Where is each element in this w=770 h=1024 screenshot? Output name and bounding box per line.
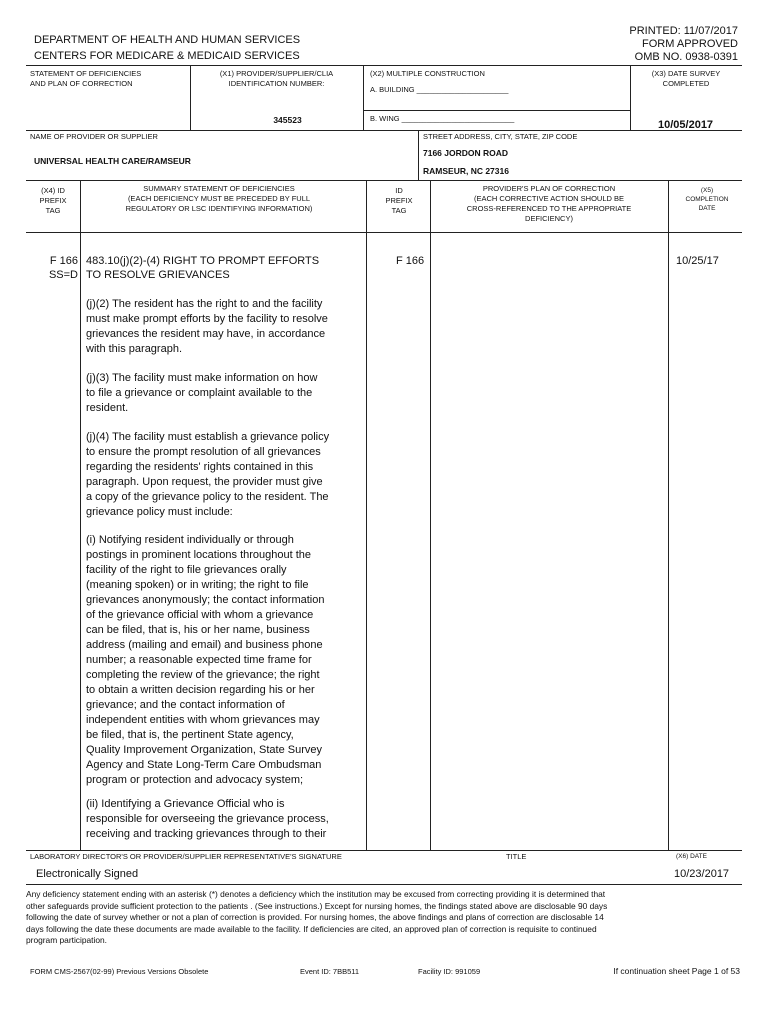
title-label: TITLE [506,852,527,861]
rule-building [363,110,630,111]
rule-provider-top [26,130,742,131]
omb-number: OMB NO. 0938-0391 [634,51,738,63]
address-label: STREET ADDRESS, CITY, STATE, ZIP CODE [423,132,578,141]
printed-date: PRINTED: 11/07/2017 [629,25,738,37]
signature-label: LABORATORY DIRECTOR'S OR PROVIDER/SUPPLIER REPRESENTATIVE'S SIGNATURE [30,852,342,861]
id-header: ID PREFIX TAG [385,186,413,215]
rule-col-prefix [80,180,81,850]
event-id: Event ID: 7BB511 [300,967,360,976]
rule-header-bottom [26,232,742,233]
regulation-j3: (j)(3) The facility must make information on how to file a grievance or complaint available to the resident. [86,372,318,414]
form-approved: FORM APPROVED [642,38,738,50]
page-number: If continuation sheet Page 1 of 53 [613,966,740,976]
rule-body-bottom [26,850,742,851]
rule-top [26,65,742,66]
statement-label-2: AND PLAN OF CORRECTION [30,79,133,88]
rule-signature-bottom [26,884,742,885]
wing-line: B. WING ___________________________ [370,114,515,123]
x5-header: (X5) COMPLETION DATE [685,187,729,212]
statement-label-1: STATEMENT OF DEFICIENCIES [30,69,142,78]
facility-id: Facility ID: 991059 [418,967,481,976]
building-line: A. BUILDING ______________________ [370,85,509,94]
rule-address-left [418,130,419,180]
x2-label: (X2) MULTIPLE CONSTRUCTION [370,69,485,78]
summary-header: SUMMARY STATEMENT OF DEFICIENCIES (EACH DEFICIENCY MUST BE PRECEDED BY FULL REGULATORY OR LSC IDENTIFYING INFORMATION) [125,184,313,213]
completion-date: 10/25/17 [676,255,719,267]
form-number: FORM CMS-2567(02-99) Previous Versions Obsolete [30,967,209,976]
regulation-j4-ii: (ii) Identifying a Grievance Official who is responsible for overseeing the grievance process, receiving and tracking grievances through to their [86,798,329,840]
x3-label-2: COMPLETED [662,79,710,88]
provider-name-label: NAME OF PROVIDER OR SUPPLIER [30,132,158,141]
regulation-j2: (j)(2) The resident has the right to and the facility must make prompt efforts by the facility to resolve grievances the resident may have, in accordance with this paragraph. [86,298,328,355]
deficiency-title-2: TO RESOLVE GRIEVANCES [86,269,230,281]
x4-header: (X4) ID PREFIX TAG [39,186,67,215]
provider-name: UNIVERSAL HEALTH CARE/RAMSEUR [34,156,191,166]
plan-prefix-tag: F 166 [396,255,425,267]
scope-severity: SS=D [48,269,78,281]
signature-value: Electronically Signed [36,868,139,880]
x1-label-2: IDENTIFICATION NUMBER: [228,79,325,88]
rule-columns-top [26,180,742,181]
survey-completed-date: 10/05/2017 [658,119,714,131]
street-address: 7166 JORDON ROAD [423,148,509,158]
plan-header: PROVIDER'S PLAN OF CORRECTION (EACH CORRECTIVE ACTION SHOULD BE CROSS-REFERENCED TO THE APPROPRIATE DEFICIENCY) [466,184,632,223]
regulation-j4-i: (i) Notifying resident individually or through postings in prominent locations throughout the facility of the right to file grievances orally (meaning spoken) or in writing; the right to file grievances anonymously; the contact information of the grievance official with whom a grievance can be filed, that is, his or her name, business address (mailing and email) and business phone number; a reasonable expected time frame for completing the review of the grievance; the right to obtain a written decision regarding his or her grievance; and the contact information of independent entities with whom grievances may be filed, that is, the pertinent State agency, Quality Improvement Organization, State Survey Agency and State Long-Term Care Ombudsman program or protection and advocacy system; [86,534,325,786]
department-name: DEPARTMENT OF HEALTH AND HUMAN SERVICES [34,34,301,46]
regulation-j4: (j)(4) The facility must establish a grievance policy to ensure the prompt resolution of all grievances regarding the residents' rights contained in this paragraph. Upon request, the provider must give a copy of the grievance policy to the resident. The grievance policy must include: [86,431,330,518]
deficiency-title-1: 483.10(j)(2)-(4) RIGHT TO PROMPT EFFORTS [86,255,320,267]
rule-col-plan [668,180,669,850]
signature-date: 10/23/2017 [674,868,730,880]
prefix-tag: F 166 [49,255,78,267]
x1-label-1: (X1) PROVIDER/SUPPLIER/CLIA [219,69,334,78]
x3-label-1: (X3) DATE SURVEY [651,69,721,78]
city-state-zip: RAMSEUR, NC 27316 [423,166,509,176]
agency-name: CENTERS FOR MEDICARE & MEDICAID SERVICES [34,50,300,62]
x6-date-label: (X6) DATE [676,853,707,860]
rule-col-id [430,180,431,850]
provider-number: 345523 [273,115,302,125]
rule-col-summary [366,180,367,850]
disclaimer: Any deficiency statement ending with an asterisk (*) denotes a deficiency which the institution may be excused from correcting providing it is determined that other safeguards provide sufficient protection to the patients . (See instructions.) Except for nursing homes, the findings stated above are disclosable 90 days following the date of survey whether or not a plan of correction is provided. For nursing homes, the above findings and plans of correction are disclosable 14 days following the date these documents are made available to the facility. If deficiencies are cited, an approved plan of correction is requisite to continued program participation. [26,889,608,945]
